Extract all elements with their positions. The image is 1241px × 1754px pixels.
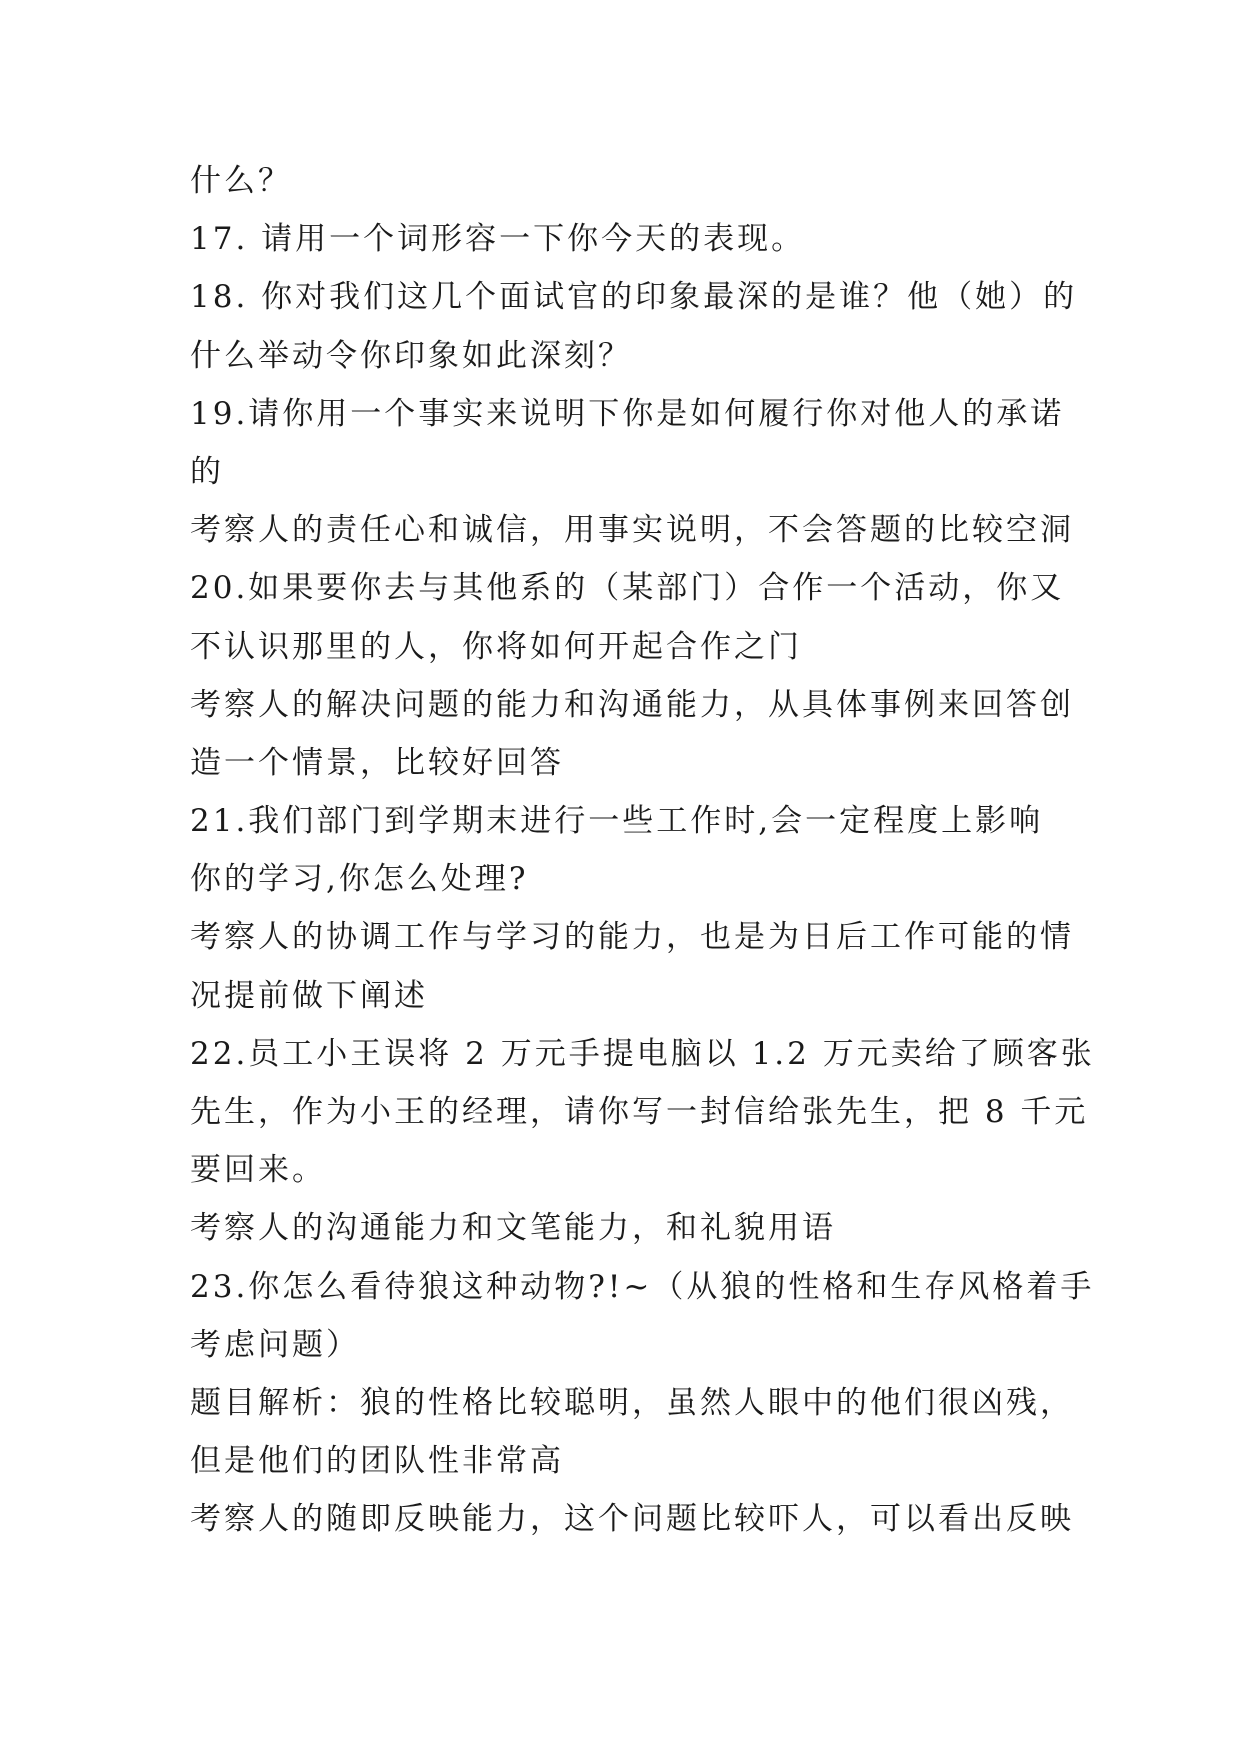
question-18: 18. 你对我们这几个面试官的印象最深的是谁？他（她）的: [190, 279, 1078, 316]
question-17: 17. 请用一个词形容一下你今天的表现。: [190, 221, 806, 258]
analysis-line: 考察人的解决问题的能力和沟通能力，从具体事例来回答创: [190, 686, 1074, 723]
question-23: 23.你怎么看待狼这种动物?!~（从狼的性格和生存风格着手: [190, 1268, 1095, 1305]
text-line: 不认识那里的人，你将如何开起合作之门: [190, 628, 802, 665]
text-line: 你的学习,你怎么处理?: [190, 861, 529, 898]
text-line: 但是他们的团队性非常高: [190, 1443, 564, 1480]
text-line: 什么？: [190, 163, 292, 199]
document-body: [190, 152, 1095, 1549]
question-19: 19.请你用一个事实来说明下你是如何履行你对他人的承诺: [190, 395, 1065, 432]
analysis-line: 考察人的责任心和诚信，用事实说明，不会答题的比较空洞: [190, 512, 1074, 549]
text-line: 况提前做下阐述: [190, 977, 428, 1014]
question-22: 22.员工小王误将 2 万元手提电脑以 1.2 万元卖给了顾客张: [190, 1035, 1095, 1072]
analysis-line: 考察人的沟通能力和文笔能力，和礼貌用语: [190, 1210, 836, 1247]
analysis-line: 考察人的随即反映能力，这个问题比较吓人，可以看出反映: [190, 1501, 1074, 1538]
analysis-line: 考察人的协调工作与学习的能力，也是为日后工作可能的情: [190, 919, 1074, 956]
question-21: 21.我们部门到学期末进行一些工作时,会一定程度上影响: [190, 803, 1044, 840]
text-line: 的: [190, 453, 224, 490]
text-line: 什么举动令你印象如此深刻？: [190, 337, 632, 374]
text-line: 要回来。: [190, 1152, 326, 1189]
analysis-line: 题目解析：狼的性格比较聪明，虽然人眼中的他们很凶残，: [190, 1384, 1074, 1421]
text-line: 先生，作为小王的经理，请你写一封信给张先生，把 8 千元: [190, 1094, 1089, 1130]
text-line: 考虑问题）: [190, 1326, 360, 1363]
text-line: 造一个情景，比较好回答: [190, 744, 564, 781]
question-20: 20.如果要你去与其他系的（某部门）合作一个活动，你又: [190, 570, 1065, 607]
